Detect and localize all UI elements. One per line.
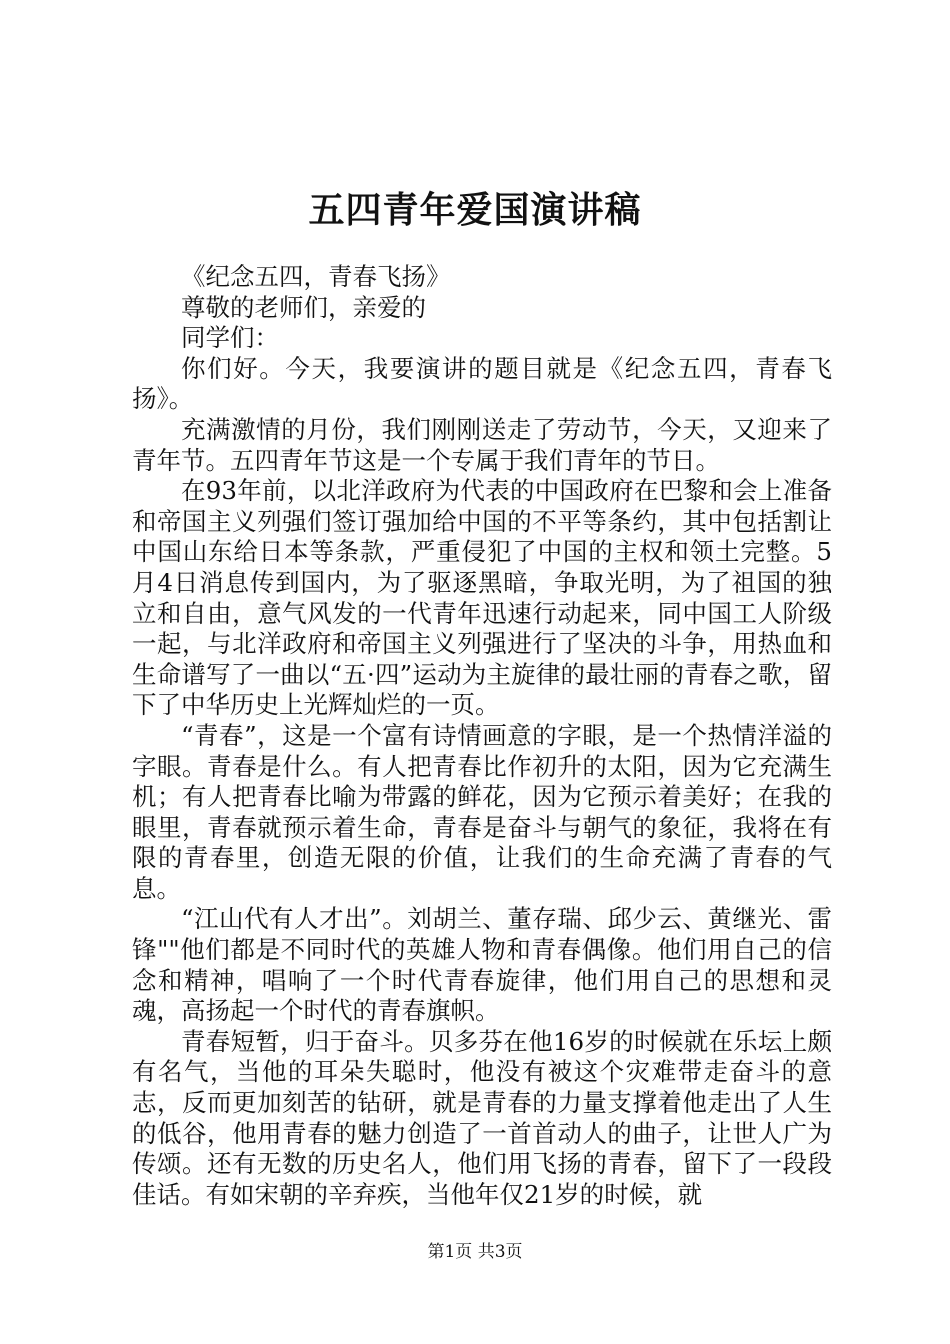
paragraph: 同学们：	[181, 323, 279, 353]
page-footer: 第1页 共3页	[427, 1242, 523, 1262]
paragraph: 充满激情的月份，我们刚刚送走了劳动节，今天，又迎来了青年节。五四青年节这是一个专属于我们青年的节日。	[132, 414, 832, 475]
document-body	[132, 262, 832, 1210]
paragraph: 青春短暂，归于奋斗。贝多芬在他16岁的时候就在乐坛上颇有名气，当他的耳朵失聪时，他没有被这个灾难带走奋斗的意志，反而更加刻苦的钻研，就是青春的力量支撑着他走出了人生的低谷，他用青春的魅力创造了一首首动人的曲子，让世人广为传颂。还有无数的历史名人，他们用飞扬的青春，留下了一段段佳话。有如宋朝的辛弃疾，当他年仅21岁的时候，就	[132, 1026, 832, 1209]
paragraph: “江山代有人才出”。刘胡兰、董存瑞、邱少云、黄继光、雷锋""他们都是不同时代的英雄人物和青春偶像。他们用自己的信念和精神，唱响了一个时代青春旋律，他们用自己的思想和灵魂，高扬起一个时代的青春旗帜。	[132, 904, 832, 1026]
paragraph: “青春”，这是一个富有诗情画意的字眼，是一个热情洋溢的字眼。青春是什么。有人把青春比作初升的太阳，因为它充满生机；有人把青春比喻为带露的鲜花，因为它预示着美好；在我的眼里，青春就预示着生命，青春是奋斗与朝气的象征，我将在有限的青春里，创造无限的价值，让我们的生命充满了青春的气息。	[132, 720, 832, 903]
paragraph: 《纪念五四，青春飞扬》	[181, 262, 451, 291]
paragraph: 在93年前，以北洋政府为代表的中国政府在巴黎和会上准备和帝国主义列强们签订强加给中国的不平等条约，其中包括割让中国山东给日本等条款，严重侵犯了中国的主权和领土完整。5月4日消息传到国内，为了驱逐黑暗，争取光明，为了祖国的独立和自由，意气风发的一代青年迅速行动起来，同中国工人阶级一起，与北洋政府和帝国主义列强进行了坚决的斗争，用热血和生命谱写了一曲以“五·四”运动为主旋律的最壮丽的青春之歌，留下了中华历史上光辉灿烂的一页。	[132, 476, 832, 720]
paragraph: 你们好。今天，我要演讲的题目就是《纪念五四，青春飞扬》。	[132, 353, 832, 414]
paragraph: 尊敬的老师们，亲爱的	[181, 292, 426, 322]
document-title: 五四青年爱国演讲稿	[308, 189, 642, 231]
